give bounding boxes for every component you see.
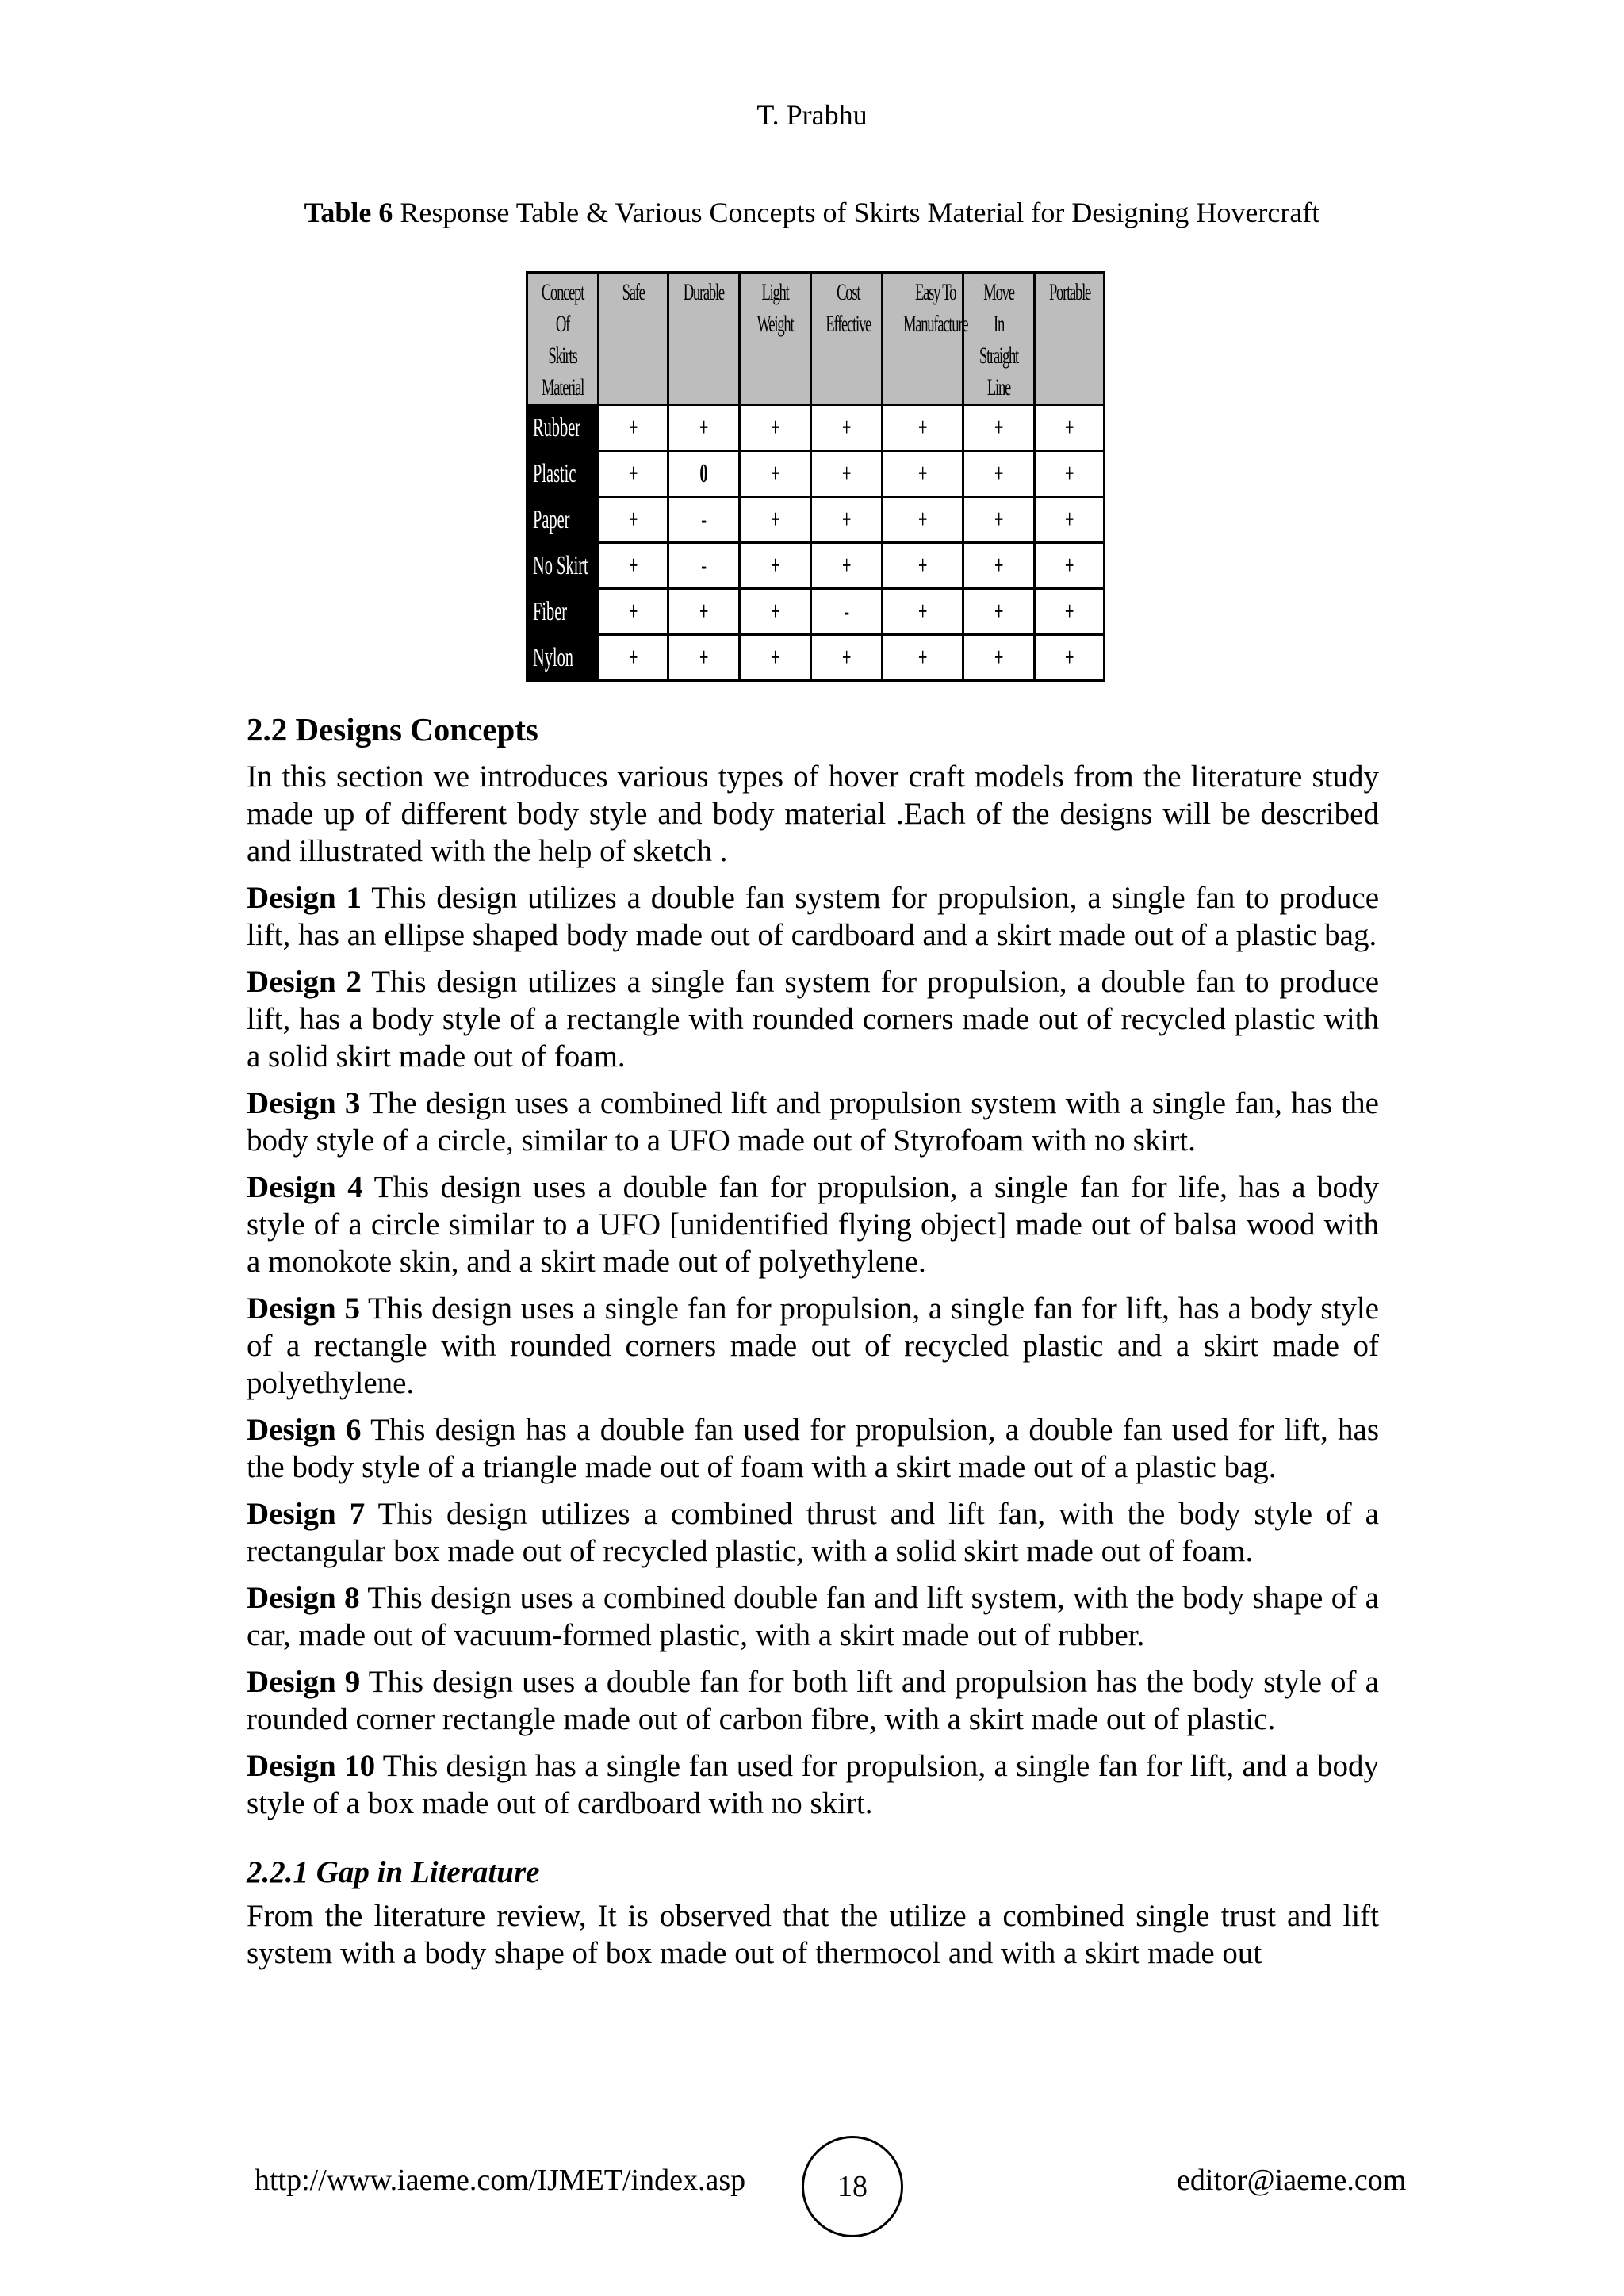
table-cell: 0 (668, 451, 740, 497)
table-row (527, 405, 1105, 451)
table-cell: + (740, 497, 811, 543)
design-paragraph (247, 1663, 1379, 1738)
design-label: Design 9 (247, 1665, 361, 1699)
table-cell: + (668, 635, 740, 681)
design-text: This design uses a single fan for propulsion, a single fan for lift, has a body style of a rectangle with rounded corners made out of recycled plastic and a skirt made of polyethylene. (247, 1292, 1379, 1400)
table-cell: + (599, 589, 668, 635)
table-row (527, 497, 1105, 543)
design-paragraph (247, 1495, 1379, 1570)
design-label: Design 2 (247, 965, 362, 999)
table-cell: + (599, 497, 668, 543)
design-label: Design 7 (247, 1497, 366, 1531)
table-cell: + (883, 451, 963, 497)
table-column-header: Portable (1035, 273, 1105, 405)
design-paragraph (247, 963, 1379, 1075)
design-label: Design 8 (247, 1581, 360, 1615)
design-text: This design uses a double fan for propulsion, a single fan for life, has a body style of a circle similar to a UFO [unidentified flying object] made out of balsa wood with a monokote skin, and a skirt made out of polyethylene. (247, 1170, 1379, 1279)
design-label: Design 10 (247, 1749, 376, 1783)
design-text: This design has a double fan used for propulsion, a double fan used for lift, has the body style of a triangle made out of foam with a skirt made out of a plastic bag. (247, 1413, 1379, 1484)
table-cell: + (963, 635, 1035, 681)
main-content (247, 707, 1379, 1972)
table-cell: + (668, 405, 740, 451)
table-cell: + (1035, 451, 1105, 497)
table-column-header: Safe (599, 273, 668, 405)
page-number-badge (802, 2136, 903, 2237)
table-cell: + (599, 543, 668, 589)
subsection-text: From the literature review, It is observed that the utilize a combined single trust and lift system with a body shape of box made out of thermocol and with a skirt made out (247, 1899, 1379, 1970)
table-cell: - (811, 589, 883, 635)
design-label: Design 4 (247, 1170, 363, 1204)
table-cell: + (963, 451, 1035, 497)
table-cell: + (1035, 589, 1105, 635)
table-cell: - (668, 497, 740, 543)
table-cell: + (740, 589, 811, 635)
table-cell: + (740, 451, 811, 497)
table-row-label: Plastic (527, 451, 599, 497)
running-header-author: T. Prabhu (756, 99, 868, 131)
table-row (527, 635, 1105, 681)
design-text: This design utilizes a combined thrust and lift fan, with the body style of a rectangular box made out of recycled plastic, with a solid skirt made out of foam. (247, 1497, 1379, 1568)
footer-email-link[interactable]: editor@iaeme.com (1177, 2164, 1407, 2197)
table-cell: + (740, 543, 811, 589)
design-label: Design 3 (247, 1086, 361, 1120)
table-row (527, 543, 1105, 589)
table-row-label: Rubber (527, 405, 599, 451)
table-row (527, 451, 1105, 497)
table-cell: + (811, 635, 883, 681)
table-cell: + (811, 543, 883, 589)
design-list (247, 879, 1379, 1822)
design-text: This design utilizes a double fan system for propulsion, a single fan to produce lift, has an ellipse shaped body made out of cardboard and a skirt made out of a plastic bag. (247, 881, 1379, 952)
table-caption-text: Response Table & Various Concepts of Skirts Material for Designing Hovercraft (393, 197, 1320, 228)
table-row-label: Paper (527, 497, 599, 543)
table-caption (0, 196, 1624, 229)
table-cell: + (668, 589, 740, 635)
table-column-header: Light Weight (740, 273, 811, 405)
design-label: Design 5 (247, 1292, 360, 1326)
section-intro: In this section we introduces various types of hover craft models from the literature study made up of different body style and body material .Each of the designs will be described and illustrated with the help of sketch . (247, 760, 1379, 868)
design-paragraph (247, 1411, 1379, 1486)
design-label: Design 1 (247, 881, 362, 915)
footer-url-link[interactable]: http://www.iaeme.com/IJMET/index.asp (255, 2164, 746, 2197)
table-row-label: Fiber (527, 589, 599, 635)
table-cell: + (811, 451, 883, 497)
design-text: This design uses a combined double fan and lift system, with the body shape of a car, made out of vacuum-formed plastic, with a skirt made out of rubber. (247, 1581, 1379, 1652)
table-cell: + (811, 497, 883, 543)
design-paragraph (247, 1579, 1379, 1654)
table-column-header: Cost Effective (811, 273, 883, 405)
table-column-header: Durable (668, 273, 740, 405)
page-number: 18 (837, 2170, 868, 2203)
table-cell: + (883, 405, 963, 451)
table-cell: + (883, 543, 963, 589)
table-cell: + (599, 635, 668, 681)
table-row-label: No Skirt (527, 543, 599, 589)
table-column-header: Easy To Manufacture (883, 273, 963, 405)
table-cell: + (963, 497, 1035, 543)
design-text: This design uses a double fan for both lift and propulsion has the body style of a rounded corner rectangle made out of carbon fibre, with a skirt made out of plastic. (247, 1665, 1379, 1736)
design-paragraph (247, 879, 1379, 954)
table-cell: + (1035, 497, 1105, 543)
design-paragraph (247, 1085, 1379, 1159)
table-cell: + (599, 405, 668, 451)
table-cell: + (1035, 543, 1105, 589)
table-cell: + (1035, 635, 1105, 681)
table-cell: + (740, 405, 811, 451)
section-heading: 2.2 Designs Concepts (247, 711, 538, 748)
table-cell: + (883, 497, 963, 543)
table-cell: + (963, 405, 1035, 451)
design-text: The design uses a combined lift and propulsion system with a single fan, has the body style of a circle, similar to a UFO made out of Styrofoam with no skirt. (247, 1086, 1379, 1158)
table-cell: - (668, 543, 740, 589)
table-cell: + (599, 451, 668, 497)
design-text: This design utilizes a single fan system for propulsion, a double fan to produce lift, has a body style of a rectangle with rounded corners made out of recycled plastic with a solid skirt made out of foam. (247, 965, 1379, 1073)
table-row-label: Nylon (527, 635, 599, 681)
table-caption-label: Table 6 (304, 197, 393, 228)
table-row (527, 589, 1105, 635)
table-column-header: Move In Straight Line (963, 273, 1035, 405)
design-label: Design 6 (247, 1413, 362, 1447)
table-cell: + (963, 589, 1035, 635)
subsection-heading: 2.2.1 Gap in Literature (247, 1855, 540, 1889)
table-column-header: Concept Of Skirts Material (527, 273, 599, 405)
design-paragraph (247, 1290, 1379, 1402)
design-paragraph (247, 1747, 1379, 1822)
table-cell: + (1035, 405, 1105, 451)
table-cell: + (740, 635, 811, 681)
skirt-material-table (526, 271, 1105, 682)
table-cell: + (811, 405, 883, 451)
design-text: This design has a single fan used for propulsion, a single fan for lift, and a body style of a box made out of cardboard with no skirt. (247, 1749, 1379, 1820)
table-cell: + (883, 635, 963, 681)
table-cell: + (883, 589, 963, 635)
table-cell: + (963, 543, 1035, 589)
design-paragraph (247, 1169, 1379, 1280)
